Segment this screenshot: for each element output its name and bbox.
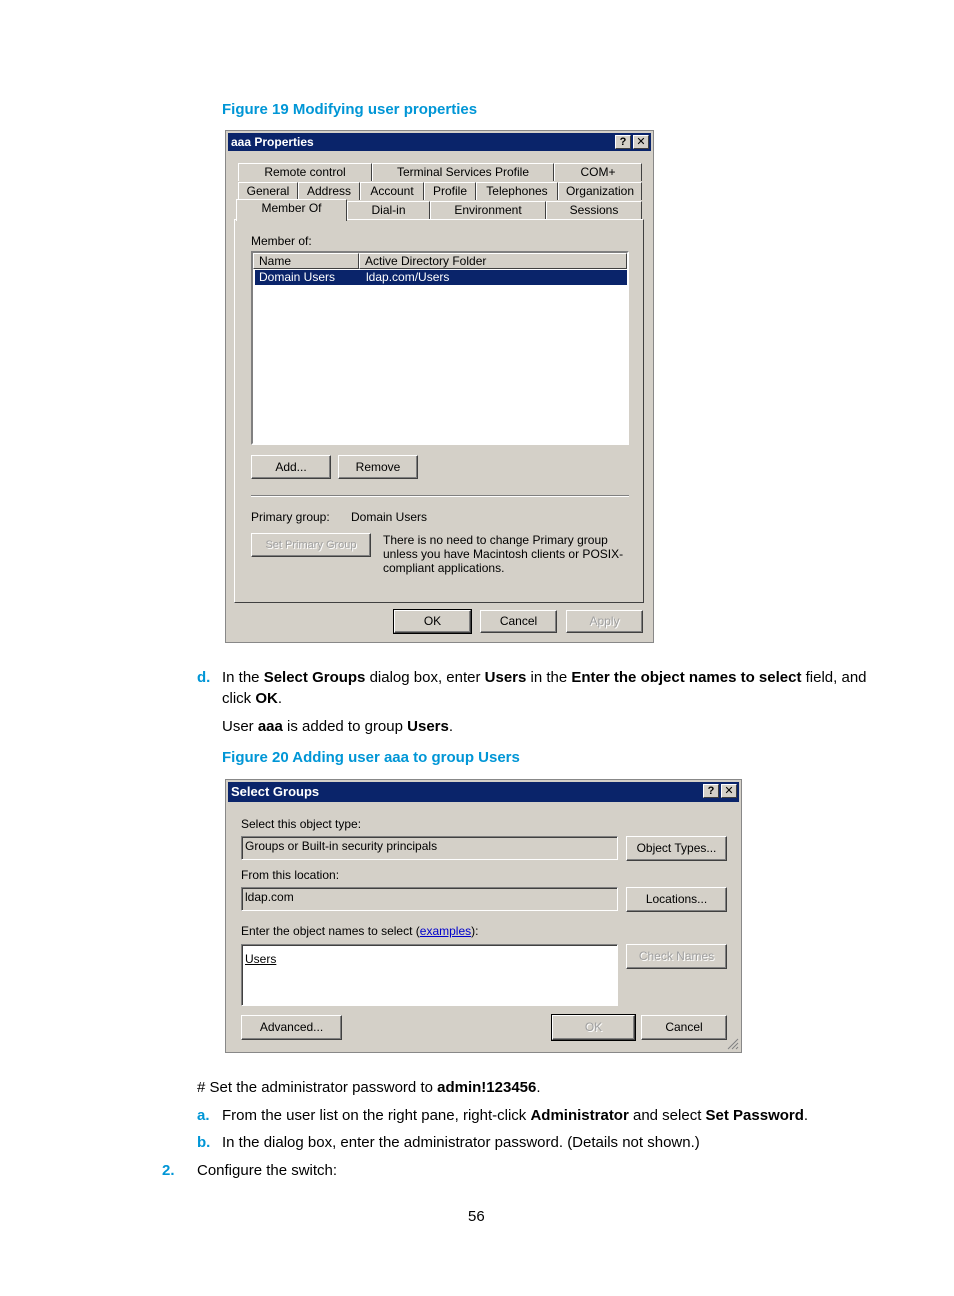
cancel-button[interactable]: Cancel bbox=[641, 1015, 727, 1040]
tab-dial-in[interactable]: Dial-in bbox=[347, 201, 430, 219]
figure-20-caption: Figure 20 Adding user aaa to group Users bbox=[222, 749, 520, 766]
page-number: 56 bbox=[468, 1208, 485, 1225]
tab-remote-control[interactable]: Remote control bbox=[238, 163, 372, 181]
tab-member-of[interactable]: Member Of bbox=[236, 199, 347, 221]
select-groups-dialog bbox=[225, 779, 742, 1053]
help-icon[interactable]: ? bbox=[615, 135, 631, 149]
dialog-title: Select Groups bbox=[231, 784, 320, 799]
object-names-input[interactable]: Users bbox=[241, 944, 618, 1006]
location-field: ldap.com bbox=[241, 887, 618, 911]
close-icon[interactable]: ✕ bbox=[633, 135, 649, 149]
step-d-text: In the Select Groups dialog box, enter Users in the Enter the object names to select field, and bbox=[222, 669, 867, 686]
step-d-marker: d. bbox=[197, 669, 211, 686]
primary-group-value: Domain Users bbox=[351, 510, 428, 524]
aaa-properties-dialog bbox=[225, 130, 654, 643]
step-2-text: Configure the switch: bbox=[197, 1162, 338, 1179]
examples-link[interactable]: examples bbox=[419, 924, 472, 938]
dialog-titlebar bbox=[228, 133, 651, 151]
primary-group-label: Primary group: bbox=[251, 510, 330, 524]
tab-telephones[interactable]: Telephones bbox=[476, 182, 558, 200]
step-b-marker: b. bbox=[197, 1134, 211, 1151]
names-label: Enter the object names to select (examples): bbox=[241, 924, 479, 938]
object-types-button[interactable]: Object Types... bbox=[626, 836, 727, 861]
step-b-text: In the dialog box, enter the administrator password. (Details not shown.) bbox=[222, 1134, 700, 1151]
tab-environment[interactable]: Environment bbox=[430, 201, 546, 219]
ok-button[interactable]: OK bbox=[552, 1015, 635, 1040]
tab-terminal-services-profile[interactable]: Terminal Services Profile bbox=[372, 163, 554, 181]
figure-19-caption: Figure 19 Modifying user properties bbox=[222, 101, 478, 118]
divider bbox=[251, 495, 629, 497]
row-name: Domain Users bbox=[259, 270, 336, 284]
apply-button[interactable]: Apply bbox=[566, 610, 643, 633]
cancel-button[interactable]: Cancel bbox=[480, 610, 557, 633]
add-button[interactable]: Add... bbox=[251, 455, 331, 479]
column-header-folder[interactable]: Active Directory Folder bbox=[359, 253, 627, 269]
help-icon[interactable]: ? bbox=[703, 784, 719, 798]
tab-address[interactable]: Address bbox=[298, 182, 360, 200]
tab-sessions[interactable]: Sessions bbox=[546, 201, 642, 219]
tab-profile[interactable]: Profile bbox=[424, 182, 476, 200]
step-a-marker: a. bbox=[197, 1107, 210, 1124]
tab-general[interactable]: General bbox=[238, 182, 298, 200]
primary-group-note: There is no need to change Primary group unless you have Macintosh clients or POSIX-compliant applications. bbox=[383, 533, 624, 575]
step-a-text: From the user list on the right pane, right-click Administrator and select Set Password. bbox=[222, 1107, 809, 1124]
resize-grip-icon[interactable] bbox=[727, 1038, 739, 1050]
check-names-button[interactable]: Check Names bbox=[626, 944, 727, 969]
tab-com-plus[interactable]: COM+ bbox=[554, 163, 642, 181]
object-type-label: Select this object type: bbox=[241, 817, 362, 831]
step-d-text-cont: click OK. bbox=[222, 690, 283, 707]
password-instruction: # Set the administrator password to admin!123456. bbox=[197, 1079, 541, 1096]
set-primary-group-button[interactable]: Set Primary Group bbox=[251, 533, 371, 557]
step-2-marker: 2. bbox=[162, 1162, 175, 1179]
close-icon[interactable]: ✕ bbox=[721, 784, 737, 798]
list-item[interactable] bbox=[255, 270, 627, 285]
dialog-title: aaa Properties bbox=[231, 135, 314, 149]
member-of-label: Member of: bbox=[251, 234, 312, 248]
column-header-name[interactable]: Name bbox=[253, 253, 359, 269]
tab-account[interactable]: Account bbox=[360, 182, 424, 200]
advanced-button[interactable]: Advanced... bbox=[241, 1015, 342, 1040]
location-label: From this location: bbox=[241, 868, 340, 882]
step-d-result: User aaa is added to group Users. bbox=[222, 718, 454, 735]
locations-button[interactable]: Locations... bbox=[626, 887, 727, 912]
row-folder: ldap.com/Users bbox=[366, 270, 450, 284]
object-type-field: Groups or Built-in security principals bbox=[241, 836, 618, 860]
dialog-titlebar bbox=[228, 782, 739, 802]
member-of-list[interactable] bbox=[251, 251, 629, 445]
ok-button[interactable]: OK bbox=[394, 610, 471, 633]
tab-organization[interactable]: Organization bbox=[558, 182, 642, 200]
remove-button[interactable]: Remove bbox=[338, 455, 418, 479]
